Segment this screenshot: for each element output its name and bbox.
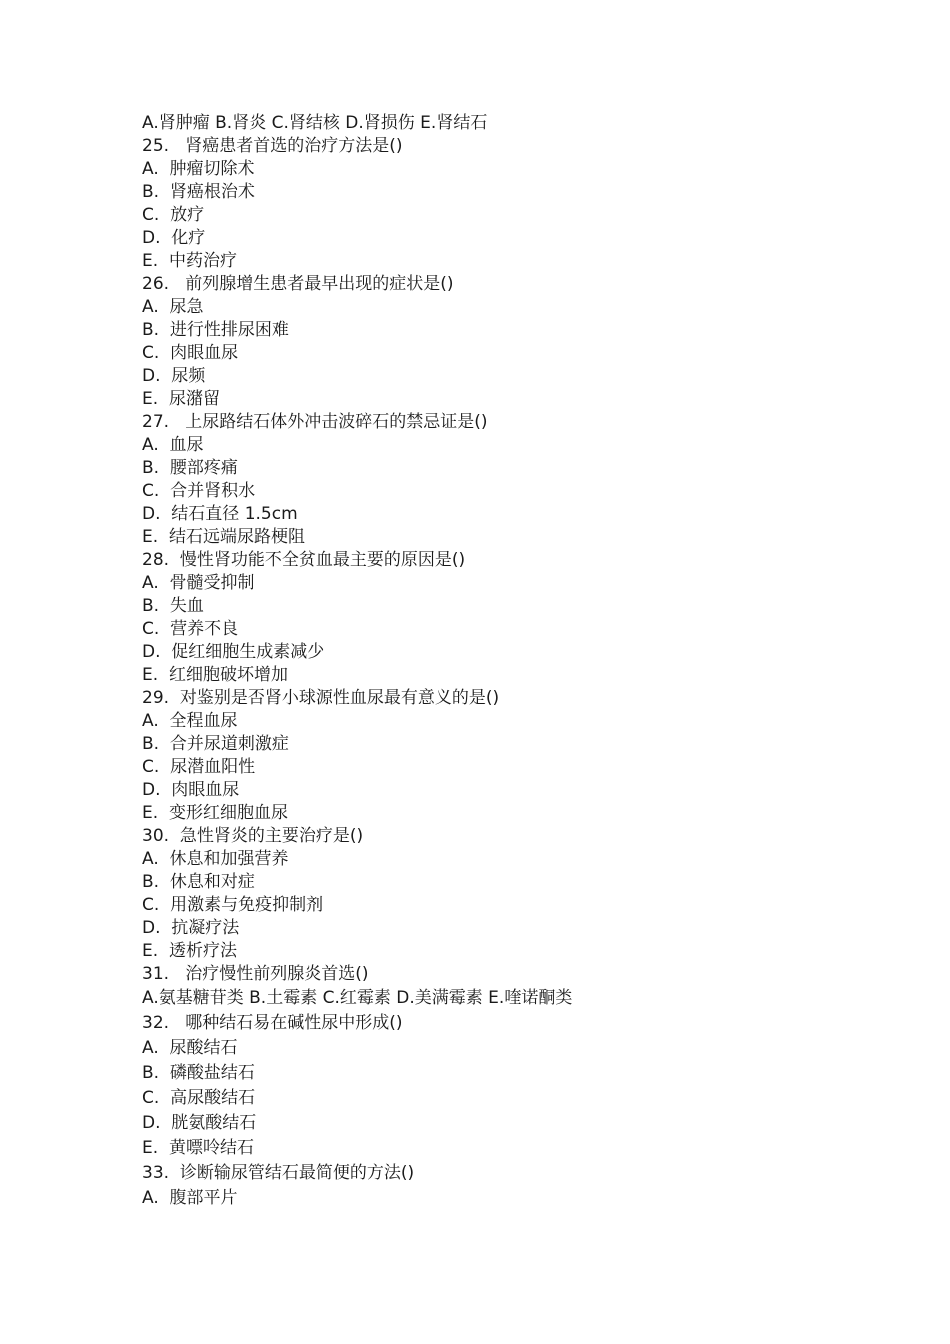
answer-option: A. 尿酸结石	[142, 1038, 238, 1058]
answer-option: E. 黄嘌呤结石	[142, 1138, 254, 1158]
answer-option: E. 中药治疗	[142, 251, 237, 271]
answer-option: D. 肉眼血尿	[142, 780, 240, 800]
answer-option: C. 用激素与免疫抑制剂	[142, 895, 324, 915]
answer-option: E. 透析疗法	[142, 941, 237, 961]
answer-option: E. 变形红细胞血尿	[142, 803, 288, 823]
answer-option: A. 休息和加强营养	[142, 849, 289, 869]
answer-options-inline: A.氨基糖苷类 B.土霉素 C.红霉素 D.美满霉素 E.喹诺酮类	[142, 988, 573, 1008]
answer-option: C. 营养不良	[142, 619, 239, 639]
answer-option: C. 尿潜血阳性	[142, 757, 256, 777]
answer-option: C. 放疗	[142, 205, 205, 225]
answer-option: E. 红细胞破坏增加	[142, 665, 288, 685]
answer-option: D. 抗凝疗法	[142, 918, 240, 938]
answer-option: A. 尿急	[142, 297, 204, 317]
answer-option: B. 磷酸盐结石	[142, 1063, 255, 1083]
answer-option: D. 化疗	[142, 228, 206, 248]
question-stem: 25. 肾癌患者首选的治疗方法是()	[142, 136, 403, 156]
answer-option: B. 合并尿道刺激症	[142, 734, 289, 754]
answer-option: A. 骨髓受抑制	[142, 573, 255, 593]
answer-option: C. 肉眼血尿	[142, 343, 239, 363]
text-line: A.肾肿瘤 B.肾炎 C.肾结核 D.肾损伤 E.肾结石	[142, 113, 488, 133]
answer-option: A. 血尿	[142, 435, 204, 455]
answer-option: C. 高尿酸结石	[142, 1088, 256, 1108]
answer-option: A. 腹部平片	[142, 1188, 238, 1208]
answer-option: B. 腰部疼痛	[142, 458, 238, 478]
question-stem: 33. 诊断输尿管结石最简便的方法()	[142, 1163, 415, 1183]
question-stem: 28. 慢性肾功能不全贫血最主要的原因是()	[142, 550, 466, 570]
answer-option: B. 肾癌根治术	[142, 182, 255, 202]
answer-option: E. 结石远端尿路梗阻	[142, 527, 305, 547]
answer-option: D. 结石直径 1.5cm	[142, 504, 298, 524]
answer-option: D. 尿频	[142, 366, 206, 386]
question-stem: 31. 治疗慢性前列腺炎首选()	[142, 964, 369, 984]
answer-option: D. 胱氨酸结石	[142, 1113, 257, 1133]
answer-option: D. 促红细胞生成素减少	[142, 642, 325, 662]
question-stem: 29. 对鉴别是否肾小球源性血尿最有意义的是()	[142, 688, 500, 708]
answer-option: B. 失血	[142, 596, 204, 616]
answer-option: E. 尿潴留	[142, 389, 220, 409]
question-stem: 32. 哪种结石易在碱性尿中形成()	[142, 1013, 403, 1033]
answer-option: A. 肿瘤切除术	[142, 159, 255, 179]
question-stem: 30. 急性肾炎的主要治疗是()	[142, 826, 364, 846]
question-stem: 27. 上尿路结石体外冲击波碎石的禁忌证是()	[142, 412, 488, 432]
answer-option: B. 休息和对症	[142, 872, 255, 892]
answer-option: C. 合并肾积水	[142, 481, 256, 501]
answer-option: A. 全程血尿	[142, 711, 238, 731]
question-stem: 26. 前列腺增生患者最早出现的症状是()	[142, 274, 454, 294]
question-list	[142, 112, 902, 1211]
answer-option: B. 进行性排尿困难	[142, 320, 289, 340]
